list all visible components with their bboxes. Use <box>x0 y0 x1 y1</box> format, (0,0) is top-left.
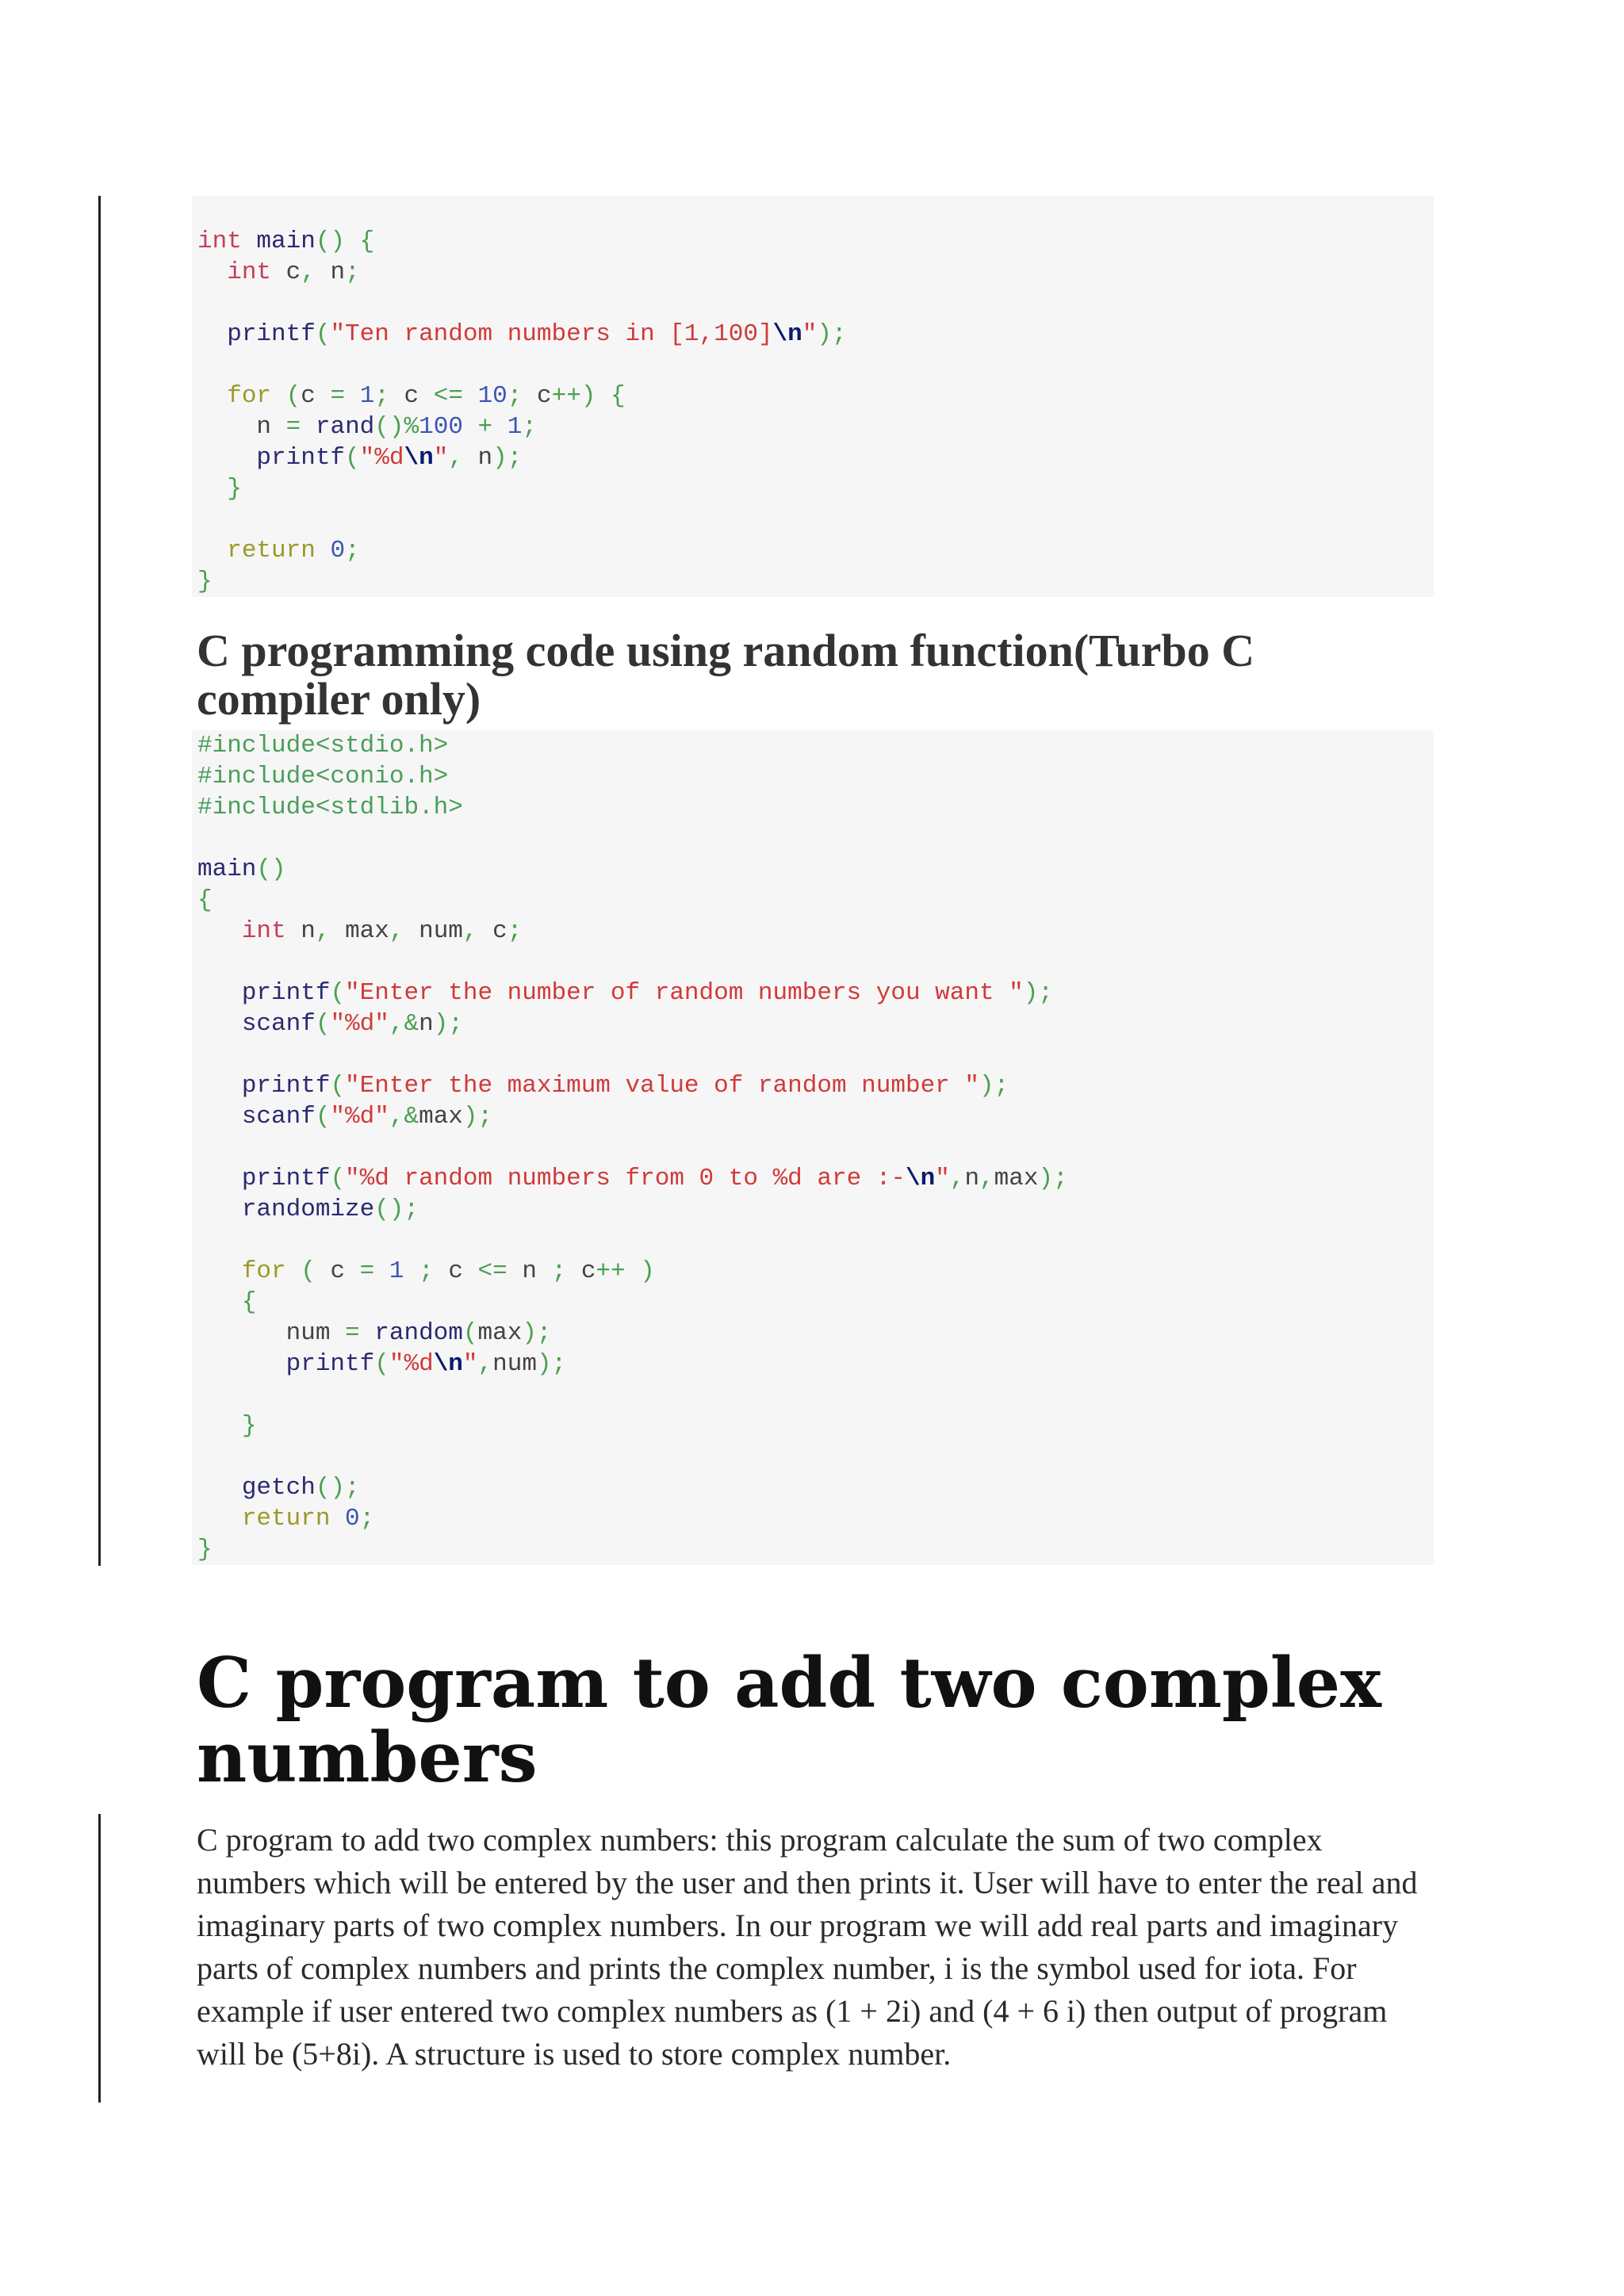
code-line: for (c = 1; c <= 10; c++) { <box>227 382 626 410</box>
code-line: } <box>197 568 213 595</box>
code-line: scanf("%d",&max); <box>241 1103 493 1131</box>
code-line: main() <box>197 855 286 883</box>
code-line: } <box>227 475 242 503</box>
code-line <box>192 288 1434 319</box>
code-line <box>192 350 1434 381</box>
code-line: #include<stdlib.h> <box>197 794 463 821</box>
section-heading: C programming code using random function(Turbo C compiler only) <box>197 625 1255 725</box>
code-line: printf("%d\n",num); <box>285 1350 567 1378</box>
article-title: C program to add two complex numbers <box>197 1642 1381 1798</box>
code-line: num = random(max); <box>285 1319 552 1347</box>
article-paragraph: C program to add two complex numbers: this program calculate the sum of two complex numbers which will be entered by the user and then prints it. User will have to enter the real and imaginary parts of two complex numbers. In our program we will add real parts and imaginary parts of complex numbers and prints the complex number, i is the symbol used for iota. For example if user entered two complex numbers as (1 + 2i) and (4 + 6 i) then output of program will be (5+8i). A structure is used to store complex number. <box>197 1822 1418 2072</box>
code-line: getch(); <box>241 1474 360 1502</box>
code-line <box>192 1441 1434 1472</box>
code-line: } <box>197 1536 213 1563</box>
code-line <box>192 1132 1434 1163</box>
code-line <box>192 823 1434 854</box>
code-line: printf("%d\n", n); <box>256 444 523 472</box>
code-line: #include<conio.h> <box>197 763 449 790</box>
code-block-turbo-c <box>192 730 1434 1565</box>
code-line <box>192 1225 1434 1256</box>
code-line: scanf("%d",&n); <box>241 1010 463 1038</box>
code-line: return 0; <box>241 1505 375 1533</box>
code-line <box>192 1039 1434 1070</box>
code-block-random-numbers <box>192 196 1434 597</box>
code-line: #include<stdio.h> <box>197 732 449 760</box>
code-line: n = rand()%100 + 1; <box>256 413 537 441</box>
code-line: printf("Enter the maximum value of random number "); <box>241 1072 1009 1100</box>
code-line <box>192 947 1434 978</box>
code-line: printf("Enter the number of random numbers you want "); <box>241 979 1054 1007</box>
code-line: for ( c = 1 ; c <= n ; c++ ) <box>241 1257 655 1285</box>
code-line <box>192 504 1434 535</box>
code-line: int main() { <box>197 228 375 255</box>
code-line: printf("Ten random numbers in [1,100]\n"); <box>227 320 847 348</box>
code-line: int n, max, num, c; <box>241 917 523 945</box>
code-line: randomize(); <box>241 1196 419 1223</box>
code-line: printf("%d random numbers from 0 to %d are :-\n",n,max); <box>241 1165 1068 1192</box>
code-line: int c, n; <box>227 258 360 286</box>
code-line: return 0; <box>227 537 360 564</box>
blockquote-bar <box>98 196 101 1566</box>
code-line <box>192 1380 1434 1410</box>
code-line: } <box>241 1412 257 1440</box>
blockquote-bar <box>98 1814 101 2103</box>
code-line: { <box>197 886 213 914</box>
code-line: { <box>241 1288 257 1316</box>
